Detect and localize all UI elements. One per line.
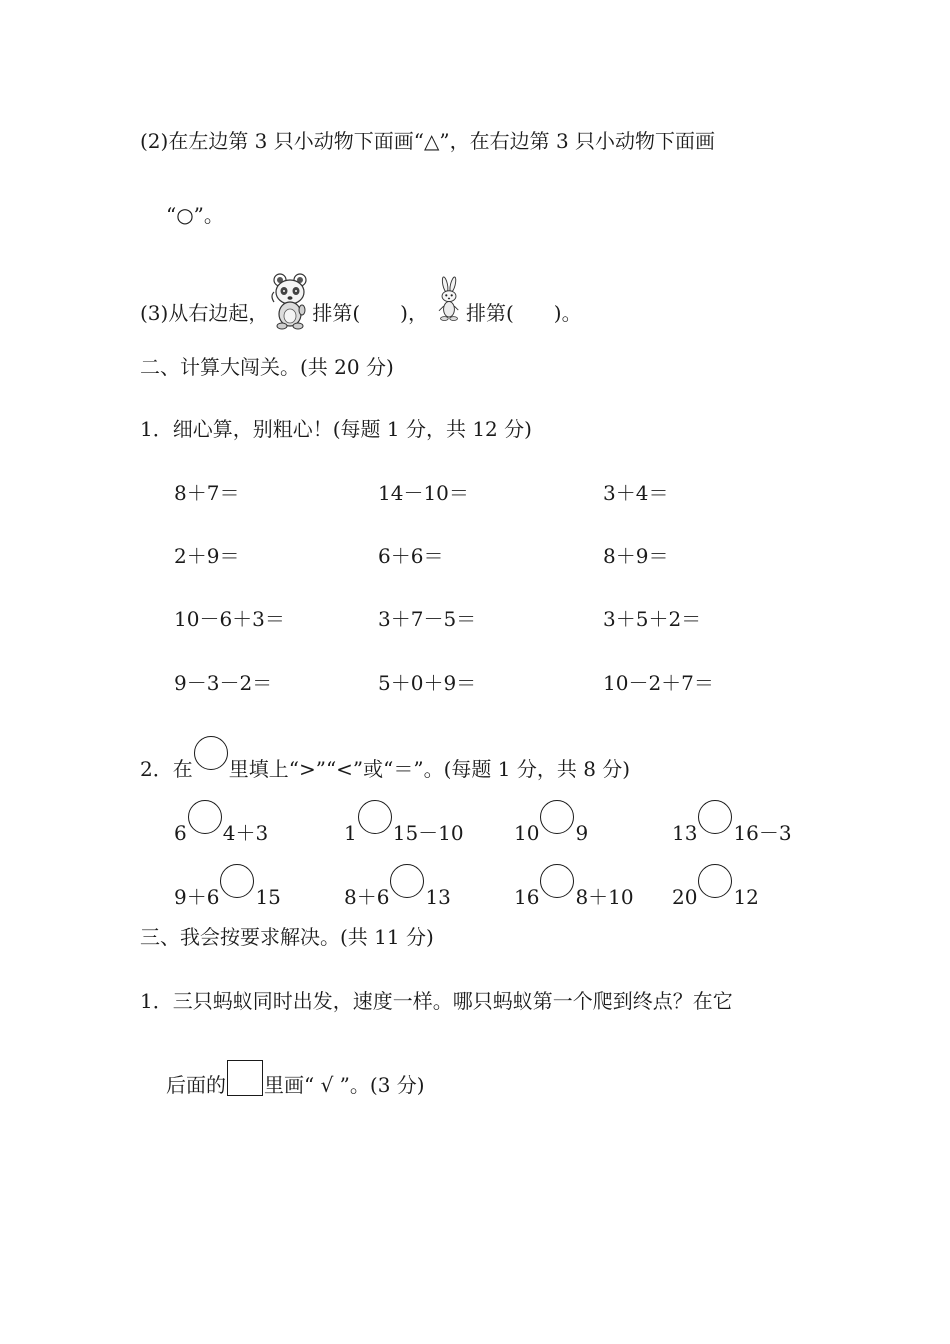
compare-right: 15 — [255, 885, 281, 909]
calc-item: 10－2＋7＝ — [603, 671, 714, 695]
compare-circle[interactable] — [698, 800, 732, 834]
compare-circle[interactable] — [220, 864, 254, 898]
compare-item — [672, 864, 759, 910]
q2-item2-line2: “○”。 — [166, 203, 224, 227]
compare-left: 10 — [514, 821, 540, 845]
compare-circle[interactable] — [358, 800, 392, 834]
rabbit-icon — [432, 270, 466, 330]
compare-circle[interactable] — [540, 800, 574, 834]
calc-item: 3＋5＋2＝ — [603, 607, 702, 631]
calc-item: 6＋6＝ — [378, 544, 444, 568]
square-box-icon — [227, 1060, 263, 1096]
compare-item — [344, 864, 451, 910]
section3-q1-line2 — [166, 1060, 425, 1098]
compare-item — [514, 864, 634, 910]
compare-item — [672, 800, 792, 846]
q2-item2-line1: (2)在左边第 3 只小动物下面画“△”，在右边第 3 只小动物下面画 — [140, 129, 716, 153]
calc-item: 3＋7－5＝ — [378, 607, 477, 631]
section2-q2-title-pre: 2．在 — [140, 757, 193, 781]
compare-left: 1 — [344, 821, 357, 845]
calc-item: 8＋9＝ — [603, 544, 669, 568]
calc-item: 8＋7＝ — [174, 481, 240, 505]
compare-right: 8＋10 — [575, 885, 634, 909]
compare-circle[interactable] — [188, 800, 222, 834]
section3-q1-line2-pre: 后面的 — [166, 1073, 226, 1097]
compare-item — [344, 800, 464, 846]
section2-q1-title: 1．细心算，别粗心！(每题 1 分，共 12 分) — [140, 417, 532, 441]
calc-item: 10－6＋3＝ — [174, 607, 285, 631]
compare-left: 13 — [672, 821, 698, 845]
compare-right: 15－10 — [392, 821, 464, 845]
q2-item3-prefix: (3)从右边起， — [140, 301, 269, 325]
section2-q2-title — [140, 736, 630, 782]
panda-icon — [268, 270, 312, 330]
compare-right: 12 — [733, 885, 759, 909]
q2-item3-mid2: 排第( — [465, 301, 514, 325]
compare-circle[interactable] — [540, 864, 574, 898]
compare-right: 13 — [425, 885, 451, 909]
compare-left: 9＋6 — [174, 885, 220, 909]
q2-item3-mid1: 排第( — [312, 301, 361, 325]
section3-q1-line2-post: 里画“ √ ”。(3 分) — [264, 1073, 425, 1097]
calc-item: 2＋9＝ — [174, 544, 240, 568]
compare-right: 4＋3 — [222, 821, 269, 845]
calc-item: 3＋4＝ — [603, 481, 669, 505]
compare-left: 8＋6 — [344, 885, 390, 909]
compare-left: 16 — [514, 885, 540, 909]
compare-left: 6 — [174, 821, 187, 845]
section3-q1-line1: 1．三只蚂蚁同时出发，速度一样。哪只蚂蚁第一个爬到终点？在它 — [140, 989, 733, 1013]
compare-item — [514, 800, 588, 846]
q2-item3-close2: )。 — [553, 301, 582, 325]
calc-item: 9－3－2＝ — [174, 671, 273, 695]
compare-circle[interactable] — [390, 864, 424, 898]
compare-circle[interactable] — [698, 864, 732, 898]
section2-q2-title-post: 里填上“>”“<”或“＝”。(每题 1 分，共 8 分) — [228, 757, 631, 781]
compare-item — [174, 800, 268, 846]
section3-title: 三、我会按要求解决。(共 11 分) — [140, 925, 434, 949]
section2-title: 二、计算大闯关。(共 20 分) — [140, 355, 394, 379]
calc-item: 14－10＝ — [378, 481, 469, 505]
compare-right: 9 — [575, 821, 589, 845]
compare-right: 16－3 — [733, 821, 792, 845]
calc-item: 5＋0＋9＝ — [378, 671, 477, 695]
compare-left: 20 — [672, 885, 698, 909]
circle-icon — [194, 736, 228, 770]
q2-item3 — [140, 270, 582, 343]
q2-item3-close1: )， — [400, 301, 428, 325]
compare-item — [174, 864, 281, 910]
